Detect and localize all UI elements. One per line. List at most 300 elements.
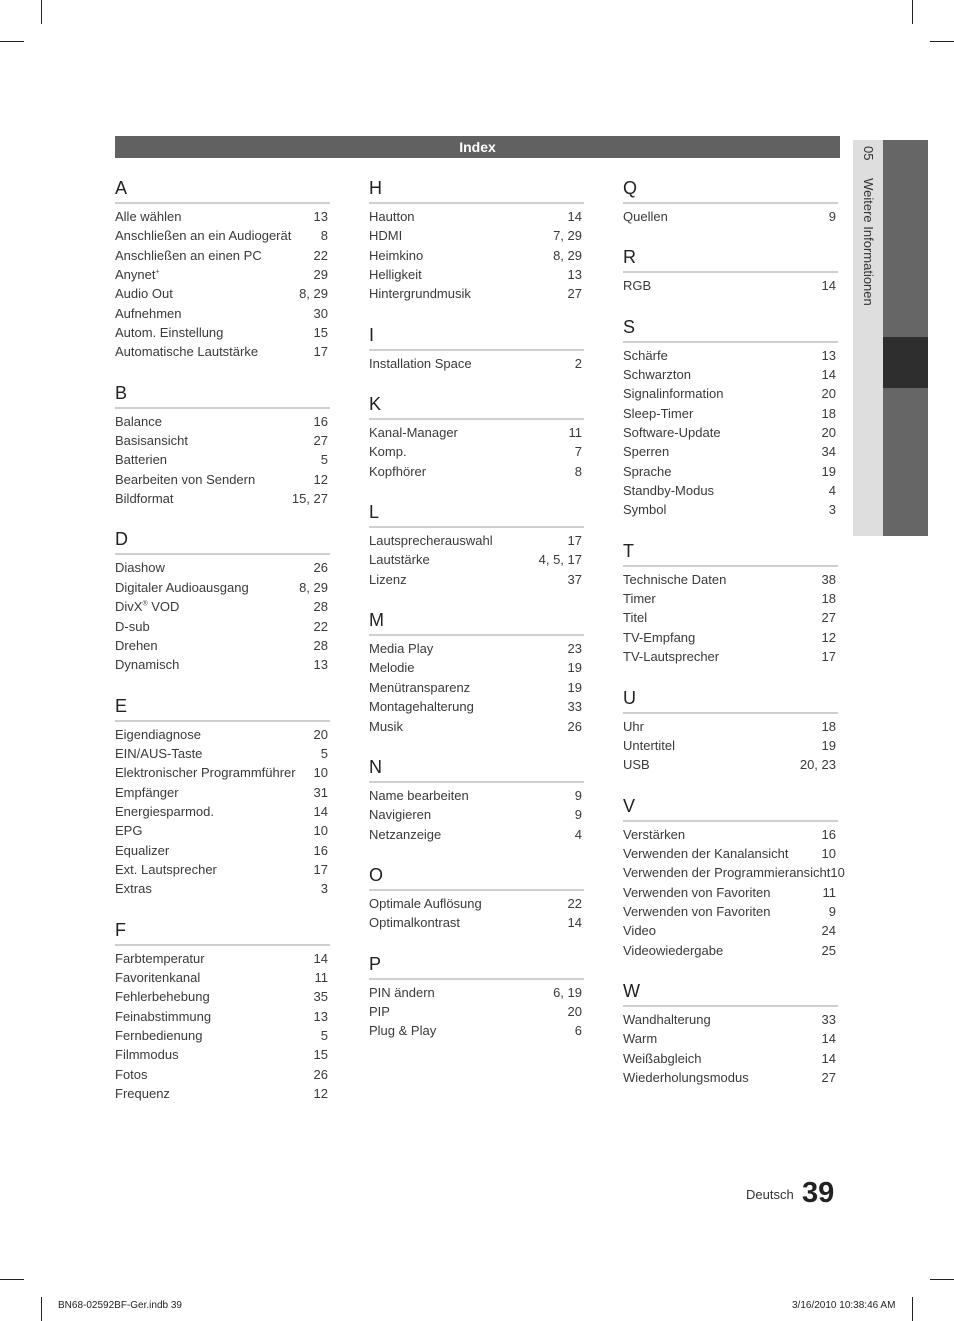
entry-term-text: Sleep-Timer: [623, 405, 694, 421]
index-entry: [369, 786, 584, 805]
entry-page-ref: 29: [313, 267, 328, 283]
entry-term-text: Warm: [623, 1031, 658, 1047]
entry-term: [623, 423, 721, 442]
entry-term-text: Elektronischer Programmführer: [115, 765, 296, 781]
crop-mark: [912, 0, 913, 24]
index-section-k: [369, 392, 584, 481]
index-entry: [115, 725, 330, 744]
section-letter: U: [623, 686, 838, 714]
entry-term: [115, 725, 201, 744]
entry-term-text: Symbol: [623, 502, 667, 518]
entry-page-ref: 20: [567, 1003, 582, 1019]
entry-term: [369, 983, 435, 1002]
entry-term-text: Media Play: [369, 641, 434, 657]
entry-page-ref: 10: [830, 865, 845, 881]
index-entry: [623, 608, 838, 627]
index-entry: [115, 1084, 330, 1103]
index-entry: [115, 246, 330, 265]
entry-term: [623, 276, 651, 295]
entry-term-text: Installation Space: [369, 355, 472, 371]
index-entry: [623, 481, 838, 500]
entry-term-text: Untertitel: [623, 737, 676, 753]
index-section-o: [369, 863, 584, 933]
print-slug-file: BN68-02592BF-Ger.indb 39: [58, 1300, 182, 1311]
entry-page-ref: 8: [574, 463, 582, 479]
entry-term-text: Energiesparmod.: [115, 803, 214, 819]
index-section-d: [115, 527, 330, 674]
entry-term: [623, 647, 719, 666]
index-entry: [623, 1010, 838, 1029]
entry-page-ref: 12: [821, 629, 836, 645]
entry-term-text: Schwarzton: [623, 367, 691, 383]
entry-term: [369, 442, 407, 461]
entry-term-text: Technische Daten: [623, 571, 727, 587]
entry-term: [623, 462, 671, 481]
index-section-t: [623, 539, 838, 667]
index-section-e: [115, 694, 330, 899]
entry-term-text: Filmmodus: [115, 1047, 179, 1063]
entry-term: [623, 755, 650, 774]
entry-term-text: Montagehalterung: [369, 699, 474, 715]
entry-term-text: Schärfe: [623, 347, 668, 363]
entry-term-text: Bearbeiten von Sendern: [115, 471, 256, 487]
index-entry: [115, 450, 330, 469]
entry-term-text: TV-Lautsprecher: [623, 649, 720, 665]
index-entry: [115, 431, 330, 450]
index-entry: [623, 1049, 838, 1068]
entry-term: [623, 883, 770, 902]
entry-term-text: Komp.: [369, 444, 407, 460]
entry-page-ref: 14: [821, 367, 836, 383]
entry-term-text: D-sub: [115, 618, 150, 634]
index-entry: [369, 462, 584, 481]
entry-term-text: Plug & Play: [369, 1023, 437, 1039]
entry-term-text: Menütransparenz: [369, 679, 471, 695]
entry-term: [115, 470, 255, 489]
entry-term: [115, 617, 150, 636]
index-section-p: [369, 952, 584, 1041]
entry-term: [623, 902, 770, 921]
page-number: 39: [802, 1177, 835, 1209]
entry-page-ref: 26: [313, 1066, 328, 1082]
entry-term-text: Lautsprecherauswahl: [369, 533, 493, 549]
index-entry: [369, 1002, 584, 1021]
index-entry: [369, 678, 584, 697]
index-entry: [115, 1045, 330, 1064]
entry-term-text: DivX: [115, 599, 143, 615]
index-entry: [369, 639, 584, 658]
entry-term-text: Eigendiagnose: [115, 726, 202, 742]
index-entry: [115, 636, 330, 655]
entry-term: [115, 342, 258, 361]
entry-term: [369, 805, 431, 824]
index-entry: [115, 949, 330, 968]
entry-term: [623, 1029, 657, 1048]
entry-page-ref: 22: [313, 247, 328, 263]
entry-term: [623, 736, 675, 755]
section-letter: H: [369, 176, 584, 204]
entry-term-text: Titel: [623, 610, 648, 626]
index-entry: [115, 207, 330, 226]
index-entry: [115, 1026, 330, 1045]
entry-page-ref: 8, 29: [299, 579, 328, 595]
entry-page-ref: 20: [821, 425, 836, 441]
entry-page-ref: 5: [320, 452, 328, 468]
entry-term-text: Video: [623, 923, 657, 939]
index-entry: [623, 570, 838, 589]
entry-page-ref: 13: [567, 267, 582, 283]
index-entry: [623, 404, 838, 423]
entry-term: [369, 639, 433, 658]
index-entry: [115, 265, 330, 284]
entry-term: [623, 1049, 702, 1068]
entry-term-text: Verwenden der Kanalansicht: [623, 845, 789, 861]
index-entry: [623, 941, 838, 960]
entry-page-ref: 20: [313, 726, 328, 742]
entry-term: [369, 658, 415, 677]
entry-page-ref: 33: [567, 699, 582, 715]
entry-term-text: Quellen: [623, 209, 668, 224]
index-entry: [115, 968, 330, 987]
index-entry: [623, 1029, 838, 1048]
entry-term-text: Kopfhörer: [369, 463, 427, 479]
entry-term-text: Fehlerbehebung: [115, 989, 210, 1005]
index-section-u: [623, 686, 838, 775]
crop-mark: [912, 1297, 913, 1321]
entry-term: [369, 825, 441, 844]
entry-term: [115, 655, 179, 674]
index-entry: [369, 717, 584, 736]
entry-page-ref: 3: [320, 881, 328, 897]
entry-term-text: Aufnehmen: [115, 305, 182, 321]
entry-page-ref: 19: [821, 463, 836, 479]
entry-page-ref: 19: [567, 660, 582, 676]
entry-page-ref: 10: [313, 765, 328, 781]
entry-term: [623, 384, 723, 403]
entry-page-ref: 17: [821, 649, 836, 665]
index-entry: [115, 323, 330, 342]
entry-term: [115, 841, 169, 860]
entry-page-ref: 14: [821, 1050, 836, 1066]
section-letter: M: [369, 608, 584, 636]
index-section-q: [623, 176, 838, 226]
entry-page-ref: 15: [313, 325, 328, 341]
entry-term: [115, 226, 291, 245]
entry-term-text: Diashow: [115, 560, 165, 576]
entry-term: [369, 786, 469, 805]
index-entry: [115, 1007, 330, 1026]
entry-term: [115, 879, 152, 898]
entry-term: [369, 894, 482, 913]
entry-term-text: EIN/AUS-Taste: [115, 745, 203, 761]
index-entry: [623, 589, 838, 608]
index-section-v: [623, 794, 845, 960]
entry-page-ref: 27: [821, 1069, 836, 1085]
crop-mark: [41, 1297, 42, 1321]
entry-term: [623, 628, 695, 647]
entry-page-ref: 13: [821, 347, 836, 363]
index-entry: [623, 462, 838, 481]
index-entry: [623, 384, 838, 403]
index-entry: [115, 342, 330, 361]
entry-term-text: Bildformat: [115, 491, 174, 507]
entry-term-text: Farbtemperatur: [115, 950, 205, 966]
entry-term: [623, 825, 685, 844]
index-section-n: [369, 755, 584, 844]
entry-term: [623, 1010, 711, 1029]
entry-term-text: Optimalkontrast: [369, 915, 461, 931]
entry-term: [369, 246, 423, 265]
entry-term-text: Empfänger: [115, 784, 179, 800]
index-entry: [623, 717, 838, 736]
entry-term: [369, 1002, 390, 1021]
entry-term-text: Lautstärke: [369, 552, 430, 568]
entry-page-ref: 5: [320, 1028, 328, 1043]
index-entry: [369, 531, 584, 550]
entry-term-text: Heimkino: [369, 247, 424, 263]
entry-term: [623, 921, 656, 940]
entry-term: [115, 246, 262, 265]
entry-page-ref: 26: [313, 560, 328, 576]
index-entry: [115, 470, 330, 489]
print-slug-datetime: 3/16/2010 10:38:46 AM: [792, 1300, 896, 1311]
entry-page-ref: 12: [313, 471, 328, 487]
entry-page-ref: 7: [574, 444, 582, 460]
entry-page-ref: 14: [567, 209, 582, 224]
entry-term-text: Name bearbeiten: [369, 787, 469, 803]
entry-term: [115, 821, 142, 840]
entry-page-ref: 34: [821, 444, 836, 460]
entry-term-text: Autom. Einstellung: [115, 325, 224, 341]
entry-term: [115, 1045, 179, 1064]
entry-term-text: Anynet: [115, 267, 156, 283]
index-entry: [115, 284, 330, 303]
entry-term: [115, 489, 174, 508]
entry-term-text: Automatische Lautstärke: [115, 344, 259, 360]
index-entry: [369, 246, 584, 265]
index-entry: [115, 860, 330, 879]
index-section-i: [369, 323, 584, 373]
crop-mark: [0, 1279, 24, 1280]
entry-term-text: Melodie: [369, 660, 415, 676]
entry-term-text: Equalizer: [115, 842, 170, 858]
entry-term: [115, 558, 165, 577]
entry-page-ref: 26: [567, 718, 582, 734]
index-entry: [115, 597, 330, 616]
index-entry: [369, 913, 584, 932]
index-section-m: [369, 608, 584, 736]
entry-term-text: Helligkeit: [369, 267, 422, 283]
index-header: Index: [115, 136, 840, 158]
entry-page-ref: 6: [574, 1023, 582, 1039]
entry-term-text: Lizenz: [369, 571, 407, 587]
index-entry: [623, 863, 845, 882]
section-letter: A: [115, 176, 330, 204]
index-entry: [115, 1065, 330, 1084]
entry-term-suffix: VOD: [147, 599, 180, 615]
entry-term: [369, 226, 402, 245]
entry-term-text: Ext. Lautsprecher: [115, 861, 217, 877]
index-entry: [115, 763, 330, 782]
entry-term: [115, 304, 182, 323]
index-entry: [369, 825, 584, 844]
entry-term-text: PIN ändern: [369, 984, 435, 1000]
entry-page-ref: 9: [574, 807, 582, 823]
index-entry: [623, 825, 838, 844]
entry-page-ref: 35: [313, 989, 328, 1005]
entry-term-text: Sperren: [623, 444, 670, 460]
index-entry: [369, 423, 584, 442]
section-letter: R: [623, 245, 838, 273]
entry-term-text: Favoritenkanal: [115, 969, 201, 985]
section-letter: D: [115, 527, 330, 555]
entry-term-text: Audio Out: [115, 286, 173, 302]
entry-term-text: Batterien: [115, 452, 168, 468]
entry-term-text: Drehen: [115, 637, 158, 653]
entry-term-text: Software-Update: [623, 425, 721, 441]
entry-term-text: Balance: [115, 413, 162, 429]
entry-page-ref: 15: [313, 1047, 328, 1063]
entry-term-text: Feinabstimmung: [115, 1008, 212, 1024]
entry-page-ref: 8: [320, 228, 328, 244]
entry-term-text: HDMI: [369, 228, 403, 244]
entry-term-text: Frequenz: [115, 1086, 170, 1102]
entry-page-ref: 11: [314, 969, 328, 985]
index-entry: [623, 883, 838, 902]
entry-page-ref: 23: [567, 641, 582, 657]
entry-page-ref: 30: [313, 305, 328, 321]
entry-term: [115, 744, 202, 763]
index-entry: [115, 578, 330, 597]
index-entry: [623, 423, 838, 442]
index-entry: [623, 921, 838, 940]
entry-term: [623, 207, 668, 226]
entry-term: [115, 265, 160, 284]
section-letter: E: [115, 694, 330, 722]
entry-page-ref: 17: [313, 861, 328, 877]
footer-language: Deutsch: [746, 1187, 794, 1202]
entry-page-ref: 25: [821, 942, 836, 958]
index-entry: [369, 983, 584, 1002]
entry-term: [623, 608, 647, 627]
entry-term-text: Fotos: [115, 1066, 148, 1082]
entry-term-text: PIP: [369, 1003, 390, 1019]
entry-term: [115, 636, 158, 655]
entry-term: [115, 1026, 202, 1045]
entry-term-text: Weißabgleich: [623, 1050, 702, 1066]
entry-page-ref: 27: [821, 610, 836, 626]
section-letter: V: [623, 794, 838, 822]
index-column-1: [115, 176, 330, 1122]
entry-term: [623, 365, 691, 384]
entry-page-ref: 8, 29: [299, 286, 328, 302]
index-entry: [623, 628, 838, 647]
entry-page-ref: 19: [821, 737, 836, 753]
entry-page-ref: 14: [313, 803, 328, 819]
entry-term-text: Navigieren: [369, 807, 432, 823]
entry-page-ref: 17: [567, 533, 582, 549]
entry-term: [115, 968, 200, 987]
entry-page-ref: 33: [821, 1011, 836, 1027]
entry-term: [115, 412, 162, 431]
entry-page-ref: 4: [828, 483, 836, 499]
entry-term: [115, 323, 223, 342]
entry-term: [115, 949, 205, 968]
index-column-2: [369, 176, 584, 1060]
entry-term: [369, 913, 460, 932]
entry-term: [115, 802, 214, 821]
index-entry: [115, 783, 330, 802]
index-section-s: [623, 315, 838, 520]
index-section-a: [115, 176, 330, 362]
index-entry: [623, 442, 838, 461]
entry-term-text: Extras: [115, 881, 152, 897]
entry-page-ref: 9: [574, 787, 582, 803]
entry-term-text: Kanal-Manager: [369, 425, 458, 441]
section-letter: S: [623, 315, 838, 343]
entry-term-text: Signalinformation: [623, 386, 724, 402]
entry-page-ref: 6, 19: [553, 984, 582, 1000]
index-entry: [115, 489, 330, 508]
entry-term-text: Wandhalterung: [623, 1011, 711, 1027]
entry-term-text: Uhr: [623, 718, 644, 734]
index-entry: [115, 655, 330, 674]
index-entry: [623, 736, 838, 755]
entry-term-text: Anschließen an einen PC: [115, 247, 262, 263]
entry-term-text: Dynamisch: [115, 657, 180, 673]
entry-term-text: Fernbedienung: [115, 1028, 203, 1043]
entry-page-ref: 14: [313, 950, 328, 966]
entry-page-ref: 16: [313, 842, 328, 858]
entry-term-text: USB: [623, 757, 650, 773]
entry-term: [369, 284, 471, 303]
index-entry: [623, 346, 838, 365]
entry-page-ref: 4, 5, 17: [538, 552, 582, 568]
section-letter: B: [115, 381, 330, 409]
entry-term-text: Verwenden von Favoriten: [623, 884, 771, 900]
crop-mark: [930, 1279, 954, 1280]
entry-page-ref: 4: [574, 826, 582, 842]
index-entry: [115, 879, 330, 898]
entry-page-ref: 19: [567, 679, 582, 695]
section-letter: W: [623, 979, 838, 1007]
entry-page-ref: 9: [828, 903, 836, 919]
index-entry: [115, 744, 330, 763]
crop-mark: [41, 0, 42, 24]
entry-page-ref: 22: [313, 618, 328, 634]
index-entry: [115, 841, 330, 860]
entry-term: [115, 597, 179, 616]
entry-term-text: Wiederholungsmodus: [623, 1069, 749, 1085]
index-section-f: [115, 918, 330, 1104]
index-entry: [369, 658, 584, 677]
entry-page-ref: 7, 29: [553, 228, 582, 244]
index-entry: [115, 617, 330, 636]
index-entry: [623, 365, 838, 384]
entry-page-ref: 12: [313, 1086, 328, 1102]
entry-page-ref: 28: [313, 637, 328, 653]
entry-term: [369, 265, 422, 284]
index-entry: [115, 304, 330, 323]
entry-term: [369, 678, 470, 697]
entry-term: [115, 284, 173, 303]
entry-term-text: Verwenden von Favoriten: [623, 903, 771, 919]
entry-term-text: Sprache: [623, 463, 672, 479]
index-entry: [369, 226, 584, 245]
entry-term: [623, 481, 714, 500]
index-section-h: [369, 176, 584, 304]
entry-term: [115, 783, 179, 802]
